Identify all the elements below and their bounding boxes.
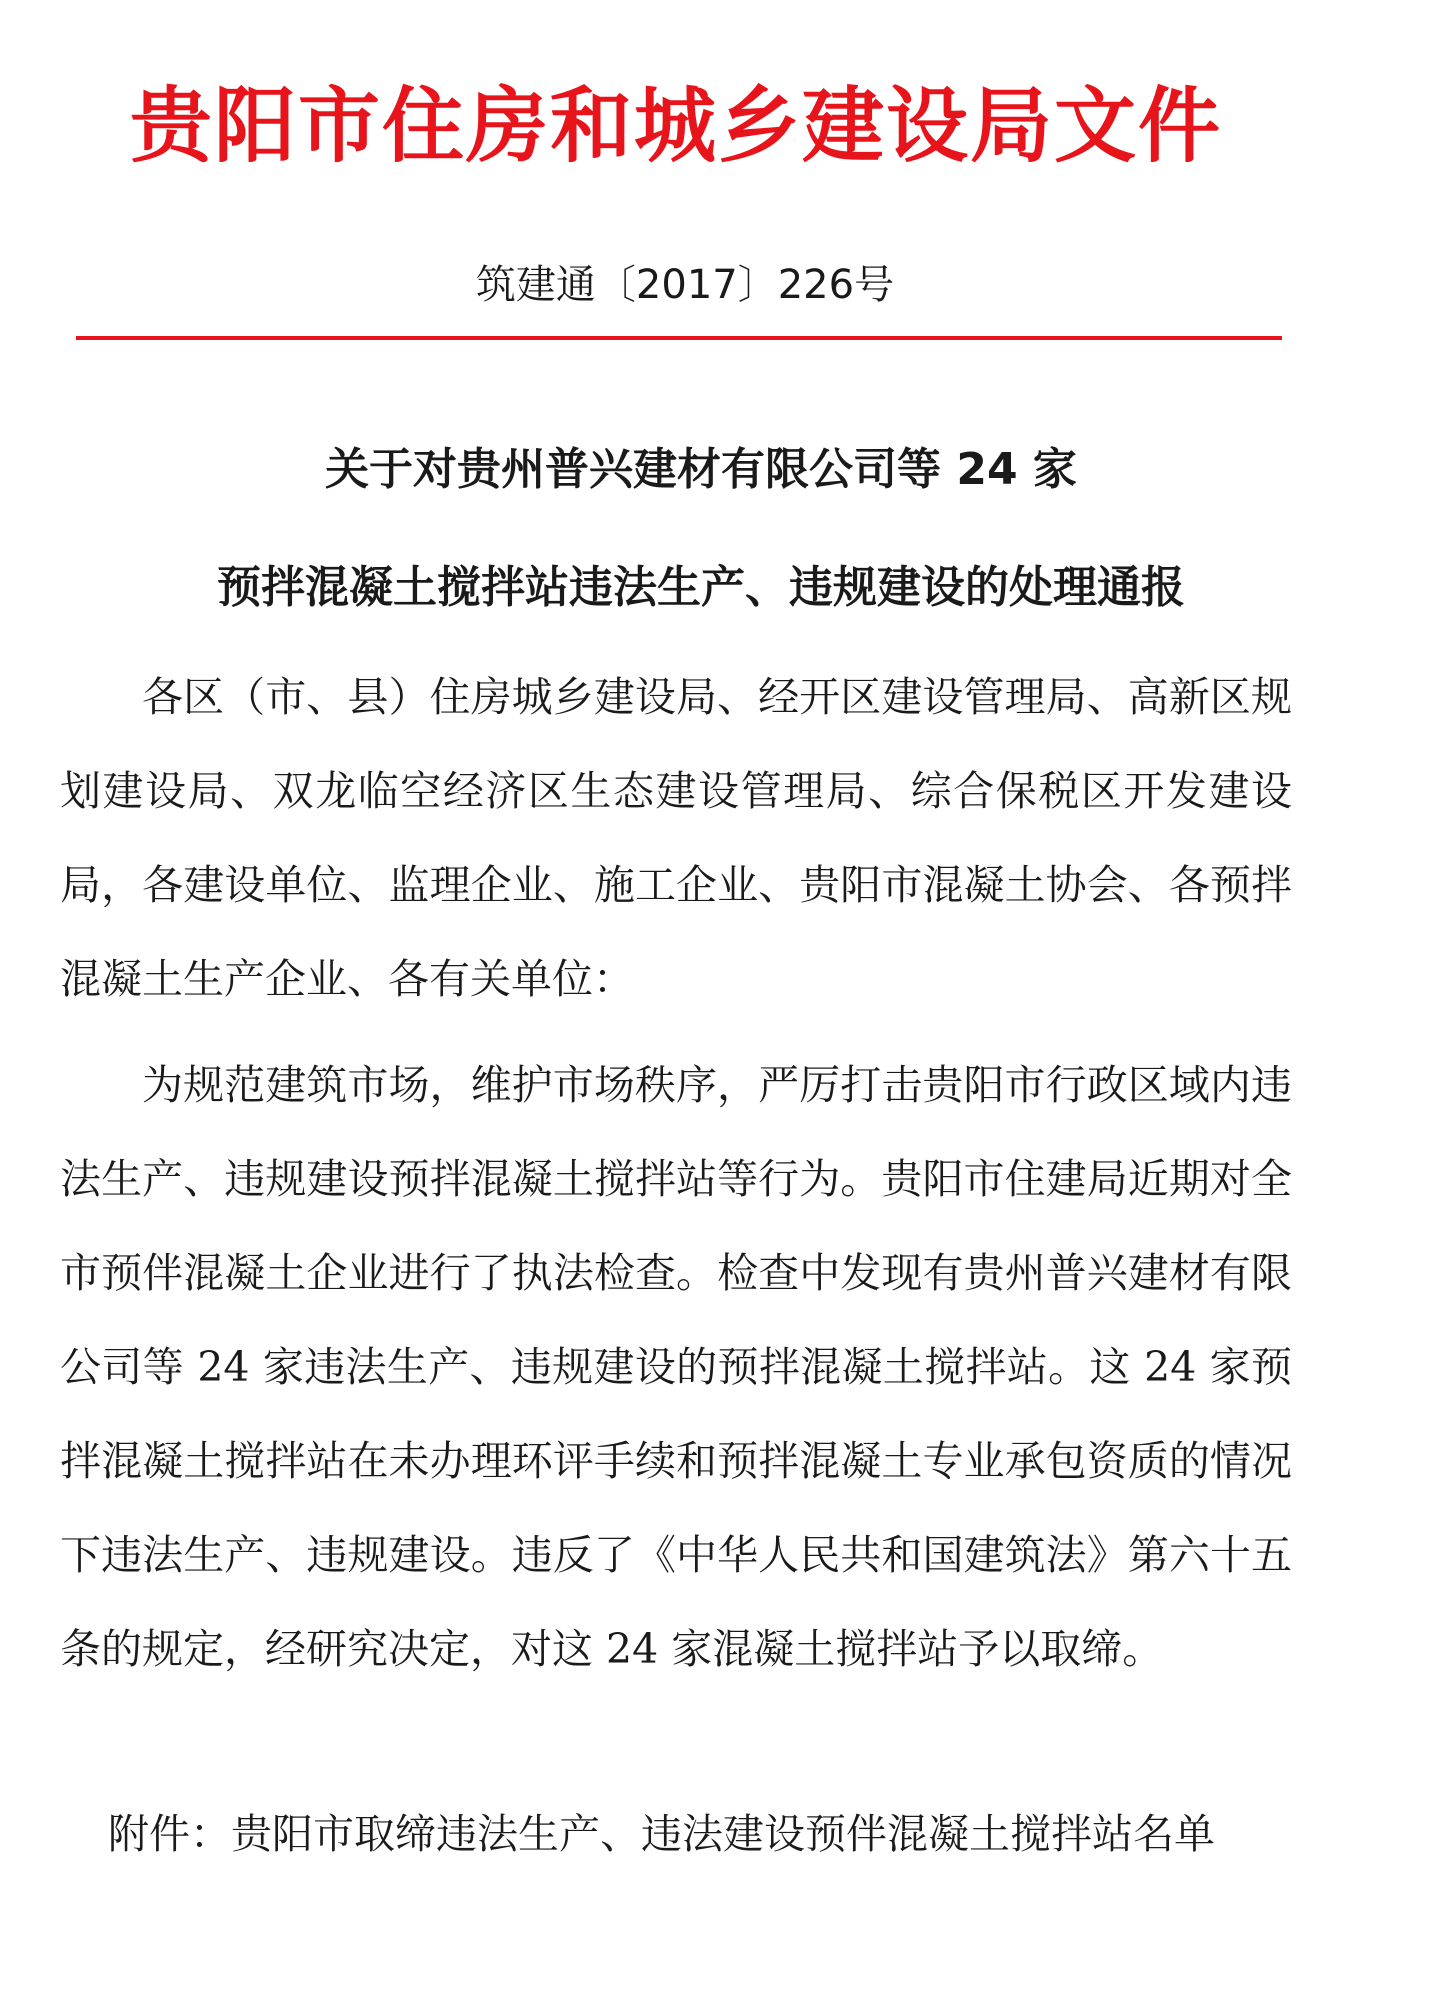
red-divider-line [76,336,1282,340]
attachment-line: 附件：贵阳市取缔违法生产、违法建设预伴混凝土搅拌站名单 [108,1810,1215,1858]
issuer-header: 贵阳市住房和城乡建设局文件 [130,79,1223,174]
document-number: 筑建通〔2017〕226号 [475,262,895,308]
notice-title-line-2: 预拌混凝土搅拌站违法生产、违规建设的处理通报 [217,562,1185,613]
notice-title-line-1: 关于对贵州普兴建材有限公司等 24 家 [325,444,1077,495]
addressee-paragraph: 各区（市、县）住房城乡建设局、经开区建设管理局、高新区规划建设局、双龙临空经济区生态建设管理局、综合保税区开发建设局，各建设单位、监理企业、施工企业、贵阳市混凝土协会、各预拌混凝土生产企业、各有关单位： [60,673,1292,1003]
body-paragraph: 为规范建筑市场，维护市场秩序，严厉打击贵阳市行政区域内违法生产、违规建设预拌混凝土搅拌站等行为。贵阳市住建局近期对全市预伴混凝土企业进行了执法检查。检查中发现有贵州普兴建材有限公司等 24 家违法生产、违规建设的预拌混凝土搅拌站。这 24 家预拌混凝土搅拌站在未办理环评手续和预拌混凝土专业承包资质的情况下违法生产、违规建设。违反了《中华人民共和国建筑法》第六十五条的规定，经研究决定，对这 24 家混凝土搅拌站予以取缔。 [60,1061,1292,1673]
